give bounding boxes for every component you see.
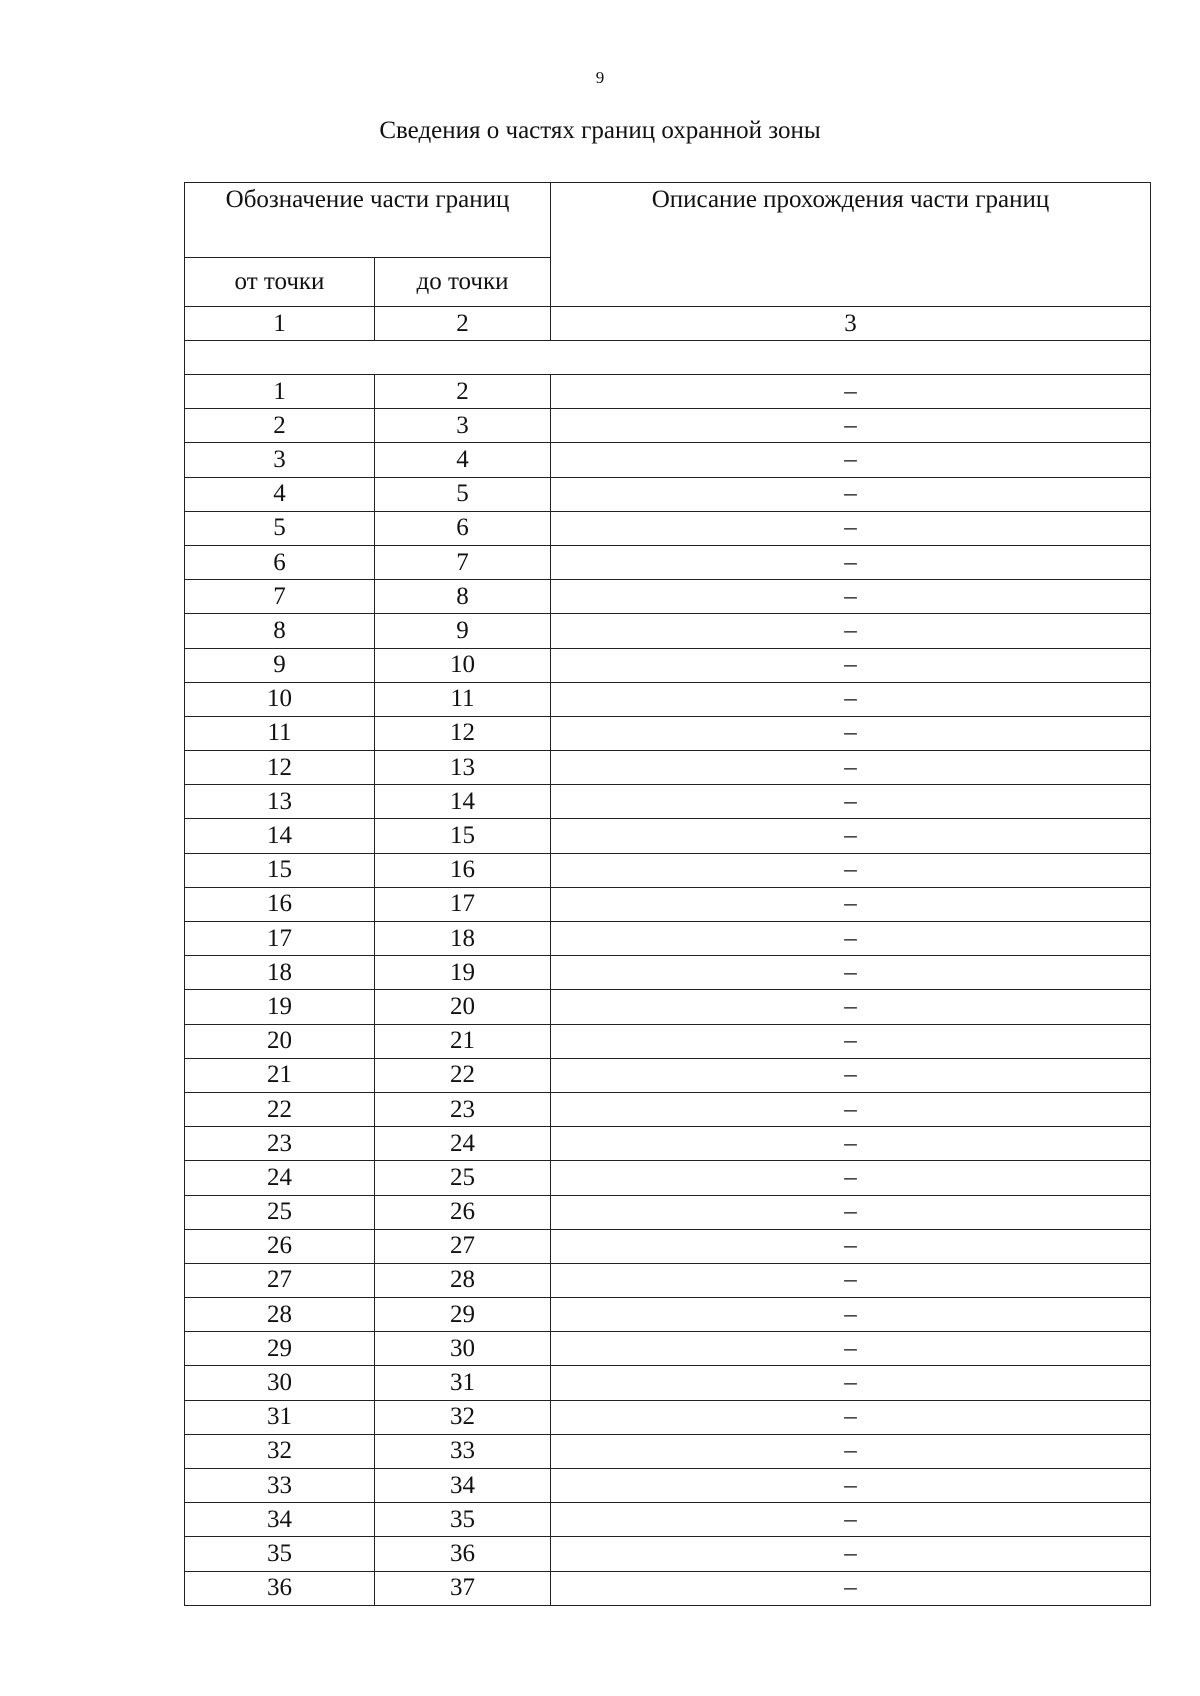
to-point-cell: 21: [375, 1024, 551, 1058]
description-cell: –: [551, 1366, 1151, 1400]
to-point-cell: 19: [375, 956, 551, 990]
to-point-cell: 2: [375, 375, 551, 409]
description-cell: –: [551, 751, 1151, 785]
description-cell: –: [551, 1127, 1151, 1161]
table-row: [185, 922, 1151, 956]
from-point-cell: 8: [185, 614, 375, 648]
table-row: [185, 682, 1151, 716]
table-row: [185, 511, 1151, 545]
from-point-cell: 15: [185, 853, 375, 887]
table-row: [185, 477, 1151, 511]
section-label: [185, 341, 1151, 375]
table-row: [185, 1161, 1151, 1195]
from-point-cell: 7: [185, 580, 375, 614]
table-row: [185, 1263, 1151, 1297]
to-point-cell: 24: [375, 1127, 551, 1161]
table-row: [185, 716, 1151, 750]
from-point-cell: 17: [185, 922, 375, 956]
from-point-cell: 34: [185, 1503, 375, 1537]
table-row: [185, 375, 1151, 409]
table-row: [185, 785, 1151, 819]
description-cell: –: [551, 785, 1151, 819]
from-point-cell: 26: [185, 1229, 375, 1263]
description-cell: –: [551, 1537, 1151, 1571]
from-point-cell: 36: [185, 1571, 375, 1605]
to-point-cell: 11: [375, 682, 551, 716]
section-row: [185, 341, 1151, 375]
from-point-cell: 10: [185, 682, 375, 716]
description-cell: –: [551, 443, 1151, 477]
description-cell: –: [551, 409, 1151, 443]
column-number: 2: [375, 307, 551, 341]
table-row: [185, 1469, 1151, 1503]
to-point-cell: 6: [375, 511, 551, 545]
description-cell: –: [551, 1195, 1151, 1229]
description-cell: –: [551, 1263, 1151, 1297]
table-row: [185, 545, 1151, 579]
to-point-cell: 29: [375, 1298, 551, 1332]
description-cell: –: [551, 990, 1151, 1024]
description-cell: –: [551, 1161, 1151, 1195]
from-point-cell: 13: [185, 785, 375, 819]
from-point-cell: 5: [185, 511, 375, 545]
table-row: [185, 819, 1151, 853]
table-row: [185, 751, 1151, 785]
description-cell: –: [551, 614, 1151, 648]
from-point-cell: 11: [185, 716, 375, 750]
to-point-cell: 33: [375, 1434, 551, 1468]
from-point-cell: 30: [185, 1366, 375, 1400]
table-row: [185, 1024, 1151, 1058]
from-point-cell: 18: [185, 956, 375, 990]
description-cell: –: [551, 956, 1151, 990]
from-point-cell: 24: [185, 1161, 375, 1195]
to-point-cell: 4: [375, 443, 551, 477]
table-row: [185, 1537, 1151, 1571]
to-point-cell: 27: [375, 1229, 551, 1263]
to-point-cell: 18: [375, 922, 551, 956]
description-cell: –: [551, 1229, 1151, 1263]
table-row: [185, 887, 1151, 921]
to-point-cell: 26: [375, 1195, 551, 1229]
table-row: [185, 1332, 1151, 1366]
table-row: [185, 1058, 1151, 1092]
from-point-cell: 28: [185, 1298, 375, 1332]
to-point-cell: 34: [375, 1469, 551, 1503]
table-header-row: [185, 183, 1151, 258]
from-point-cell: 16: [185, 887, 375, 921]
to-point-cell: 30: [375, 1332, 551, 1366]
header-from-point: от точки: [185, 258, 375, 307]
to-point-cell: 9: [375, 614, 551, 648]
page-number: 9: [595, 68, 605, 87]
table-body: [185, 183, 1151, 1606]
to-point-cell: 20: [375, 990, 551, 1024]
to-point-cell: 35: [375, 1503, 551, 1537]
from-point-cell: 32: [185, 1434, 375, 1468]
table-row: [185, 1229, 1151, 1263]
description-cell: –: [551, 1571, 1151, 1605]
description-cell: –: [551, 1024, 1151, 1058]
to-point-cell: 37: [375, 1571, 551, 1605]
description-cell: –: [551, 1400, 1151, 1434]
table-row: [185, 1571, 1151, 1605]
to-point-cell: 10: [375, 648, 551, 682]
column-number: 1: [185, 307, 375, 341]
table-row: [185, 409, 1151, 443]
from-point-cell: 6: [185, 545, 375, 579]
description-cell: –: [551, 511, 1151, 545]
table-row: [185, 614, 1151, 648]
description-cell: –: [551, 682, 1151, 716]
to-point-cell: 22: [375, 1058, 551, 1092]
description-cell: –: [551, 853, 1151, 887]
to-point-cell: 13: [375, 751, 551, 785]
description-cell: –: [551, 545, 1151, 579]
to-point-cell: 5: [375, 477, 551, 511]
page-title: Сведения о частях границ охранной зоны: [379, 117, 821, 144]
header-description: Описание прохождения части границ: [551, 183, 1151, 307]
from-point-cell: 29: [185, 1332, 375, 1366]
description-cell: –: [551, 819, 1151, 853]
from-point-cell: 22: [185, 1092, 375, 1126]
table-row: [185, 580, 1151, 614]
to-point-cell: 17: [375, 887, 551, 921]
description-cell: –: [551, 922, 1151, 956]
from-point-cell: 19: [185, 990, 375, 1024]
description-cell: –: [551, 375, 1151, 409]
table-row: [185, 1400, 1151, 1434]
table-row: [185, 1503, 1151, 1537]
from-point-cell: 14: [185, 819, 375, 853]
description-cell: –: [551, 716, 1151, 750]
table-row: [185, 990, 1151, 1024]
to-point-cell: 16: [375, 853, 551, 887]
column-number-row: [185, 307, 1151, 341]
description-cell: –: [551, 580, 1151, 614]
to-point-cell: 25: [375, 1161, 551, 1195]
description-cell: –: [551, 477, 1151, 511]
to-point-cell: 28: [375, 1263, 551, 1297]
table-row: [185, 648, 1151, 682]
table-row: [185, 956, 1151, 990]
to-point-cell: 36: [375, 1537, 551, 1571]
description-cell: –: [551, 887, 1151, 921]
to-point-cell: 14: [375, 785, 551, 819]
from-point-cell: 31: [185, 1400, 375, 1434]
to-point-cell: 31: [375, 1366, 551, 1400]
to-point-cell: 32: [375, 1400, 551, 1434]
to-point-cell: 23: [375, 1092, 551, 1126]
description-cell: –: [551, 1469, 1151, 1503]
from-point-cell: 25: [185, 1195, 375, 1229]
header-to-point: до точки: [375, 258, 551, 307]
description-cell: –: [551, 1332, 1151, 1366]
from-point-cell: 4: [185, 477, 375, 511]
description-cell: –: [551, 1092, 1151, 1126]
to-point-cell: 3: [375, 409, 551, 443]
from-point-cell: 3: [185, 443, 375, 477]
header-designation: Обозначение части границ: [185, 183, 551, 258]
table-row: [185, 443, 1151, 477]
to-point-cell: 15: [375, 819, 551, 853]
description-cell: –: [551, 1503, 1151, 1537]
from-point-cell: 33: [185, 1469, 375, 1503]
from-point-cell: 35: [185, 1537, 375, 1571]
table-row: [185, 1434, 1151, 1468]
table-row: [185, 1127, 1151, 1161]
from-point-cell: 20: [185, 1024, 375, 1058]
description-cell: –: [551, 1058, 1151, 1092]
table-row: [185, 1092, 1151, 1126]
from-point-cell: 9: [185, 648, 375, 682]
from-point-cell: 23: [185, 1127, 375, 1161]
from-point-cell: 2: [185, 409, 375, 443]
table-row: [185, 1195, 1151, 1229]
description-cell: –: [551, 1434, 1151, 1468]
from-point-cell: 12: [185, 751, 375, 785]
from-point-cell: 21: [185, 1058, 375, 1092]
description-cell: –: [551, 648, 1151, 682]
boundary-parts-table: [184, 182, 1151, 1606]
from-point-cell: 1: [185, 375, 375, 409]
to-point-cell: 8: [375, 580, 551, 614]
to-point-cell: 12: [375, 716, 551, 750]
table-row: [185, 1366, 1151, 1400]
to-point-cell: 7: [375, 545, 551, 579]
table-row: [185, 853, 1151, 887]
description-cell: –: [551, 1298, 1151, 1332]
column-number: 3: [551, 307, 1151, 341]
from-point-cell: 27: [185, 1263, 375, 1297]
table-row: [185, 1298, 1151, 1332]
